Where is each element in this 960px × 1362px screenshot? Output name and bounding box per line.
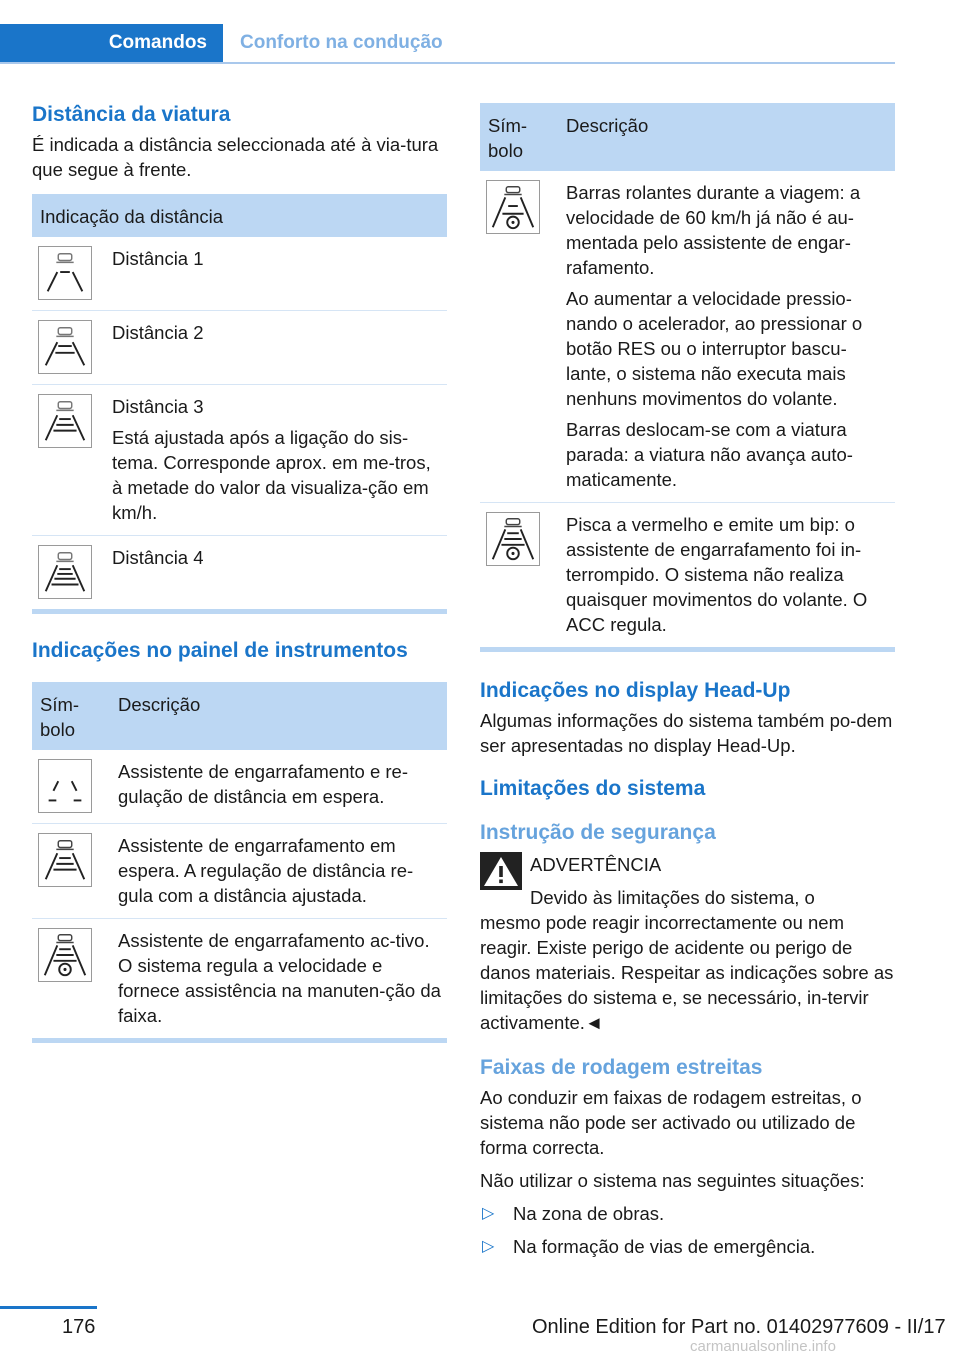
- table-row: [32, 536, 447, 610]
- header-bar: [0, 24, 895, 64]
- row-paragraph: Barras rolantes durante a viagem: a velocidade de 60 km/h já não é au-mentada pelo assistente de engar-rafamento.: [566, 182, 861, 278]
- section-text-hud: Algumas informações do sistema também po-dem ser apresentadas no display Head-Up.: [480, 710, 893, 756]
- table-row: [32, 919, 447, 1039]
- bullet-triangle-icon: ▷: [482, 1205, 495, 1222]
- edition-text: Online Edition for Part no. 01402977609 - II/17: [532, 1316, 946, 1338]
- row-text: Distância 4: [112, 547, 204, 568]
- distance-3-icon: [38, 394, 92, 448]
- right-column: [480, 103, 895, 1267]
- row-text: Distância 3: [112, 396, 204, 417]
- distance-1-icon: [38, 246, 92, 300]
- table-end-rule: [480, 647, 895, 652]
- warning-label: ADVERTÊNCIA: [530, 854, 662, 875]
- distance-table: [32, 194, 447, 609]
- section-title-distance: Distância da viatura: [32, 103, 231, 126]
- row-paragraph: Barras deslocam-se com a viatura parada: a viatura não avança auto-maticamente.: [566, 419, 853, 490]
- table-header-symbol: Sím-bolo: [480, 103, 558, 171]
- section-title-narrow: Faixas de rodagem estreitas: [480, 1056, 763, 1079]
- page-number: 176: [62, 1316, 96, 1338]
- active-steering-icon: [38, 928, 92, 982]
- rolling-bars-icon: [486, 180, 540, 234]
- section-title-instruments: Indicações no painel de instrumentos: [32, 639, 408, 662]
- section-title-hud: Indicações no display Head-Up: [480, 679, 791, 702]
- table-header-symbol: Sím-bolo: [32, 682, 110, 750]
- table-end-rule: [32, 1038, 447, 1043]
- warning-triangle-icon: [480, 852, 522, 890]
- table-row: [480, 171, 895, 503]
- distance-table-header: Indicação da distância: [32, 194, 447, 237]
- warning-block: [480, 852, 895, 910]
- table-row: [32, 824, 447, 919]
- bullet-triangle-icon: ▷: [482, 1238, 495, 1255]
- table-row: [480, 503, 895, 648]
- table-end-rule: [32, 609, 447, 614]
- section-text-narrow-2: Não utilizar o sistema nas seguintes situações:: [480, 1170, 865, 1191]
- distance-4-icon: [38, 545, 92, 599]
- table-row: [32, 385, 447, 536]
- red-steering-icon: [486, 512, 540, 566]
- left-column: [32, 100, 447, 1043]
- tab-conforto[interactable]: Conforto na condução: [240, 32, 443, 53]
- list-item: ▷ Na formação de vias de emergência.: [482, 1236, 816, 1257]
- row-text: Assistente de engarrafamento em espera. A regulação de distância re-gula com a distância ajustada.: [110, 824, 447, 919]
- symbol-table: [480, 103, 895, 647]
- row-text: Assistente de engarrafamento e re-gulação de distância em espera.: [110, 750, 447, 824]
- row-text: Distância 2: [104, 311, 447, 385]
- footer-rule: [0, 1306, 97, 1309]
- watermark: carmanualsonline.info: [690, 1338, 836, 1355]
- table-row: [32, 311, 447, 385]
- section-text-narrow: Ao conduzir em faixas de rodagem estreitas, o sistema não pode ser activado ou utilizado de forma correcta.: [480, 1087, 862, 1158]
- warning-first-line: Devido às limitações do sistema, o: [530, 887, 815, 908]
- situation-list: [480, 1201, 895, 1259]
- row-paragraph: Pisca a vermelho e emite um bip: o assistente de engarrafamento foi in-terrompido. O sistema não realiza quaisquer movimentos do volante. O ACC regula.: [566, 514, 868, 635]
- instrument-table: [32, 682, 447, 1038]
- row-text: Distância 1: [104, 237, 447, 311]
- section-title-safety: Instrução de segurança: [480, 821, 716, 844]
- table-header-description: Descrição: [558, 103, 895, 171]
- row-paragraph: Ao aumentar a velocidade pressio-nando o acelerador, ao pressionar o botão RES ou o interruptor bascu-lante, o sistema não executa mais nenhuns movimentos do volante.: [566, 288, 863, 409]
- standby-lane-icon: [38, 759, 92, 813]
- distance-2-icon: [38, 320, 92, 374]
- warning-text: mesmo pode reagir incorrectamente ou nem reagir. Existe perigo de acidente ou perigo de danos materiais. Respeitar as indicações sobre as limitações do sistema e, se necessário, in-tervir activamente.◄: [480, 912, 894, 1033]
- row-text: Assistente de engarrafamento ac-tivo. O sistema regula a velocidade e fornece assistência na manuten-ção da faixa.: [118, 930, 441, 1026]
- row-extra-text: Está ajustada após a ligação do sis-tema. Corresponde aprox. em me-tros, à metade do valor da visualiza-ção em km/h.: [112, 427, 431, 523]
- table-row: [32, 750, 447, 824]
- section-title-limits: Limitações do sistema: [480, 777, 706, 800]
- standby-distance-icon: [38, 833, 92, 887]
- section-text-distance: É indicada a distância seleccionada até à via-tura que segue à frente.: [32, 134, 439, 180]
- table-row: [32, 237, 447, 311]
- list-item: ▷ Na zona de obras.: [482, 1203, 665, 1224]
- table-header-description: Descrição: [110, 682, 447, 750]
- tab-comandos[interactable]: Comandos: [0, 24, 223, 62]
